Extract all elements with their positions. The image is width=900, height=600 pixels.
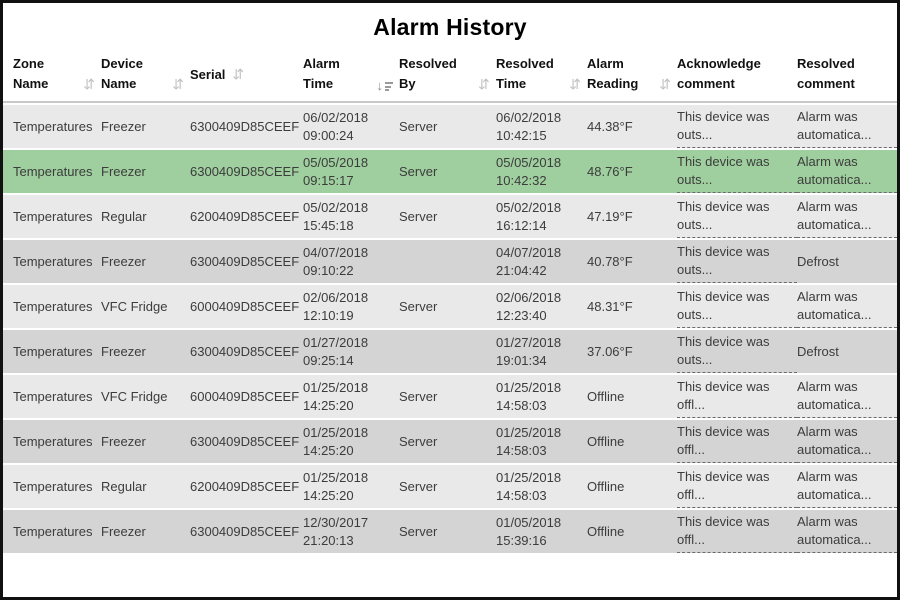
cell-acknowledge-comment[interactable]: This device was offl... bbox=[677, 510, 797, 553]
cell-resolved-time: 01/25/2018 14:58:03 bbox=[496, 424, 562, 458]
cell-resolved-comment[interactable]: Defrost bbox=[797, 253, 839, 269]
cell-acknowledge-comment[interactable]: This device was outs... bbox=[677, 105, 797, 148]
cell-serial: 6300409D85CEEF bbox=[190, 163, 300, 179]
cell-resolved-comment[interactable]: Alarm was automatica... bbox=[797, 420, 897, 463]
column-header[interactable] bbox=[190, 50, 303, 101]
column-header[interactable] bbox=[587, 50, 677, 101]
table-row[interactable] bbox=[3, 508, 897, 553]
cell-device-name: Freezer bbox=[101, 433, 146, 449]
column-header-label: Alarm Time bbox=[303, 56, 340, 92]
cell-zone-name: Temperatures bbox=[13, 523, 93, 539]
cell-zone-name: Temperatures bbox=[13, 118, 93, 134]
cell-alarm-time: 01/25/2018 14:25:20 bbox=[303, 379, 369, 413]
cell-resolved-comment[interactable]: Alarm was automatica... bbox=[797, 105, 897, 148]
table-row[interactable] bbox=[3, 373, 897, 418]
table-body bbox=[3, 103, 897, 553]
cell-resolved-by: Server bbox=[399, 478, 438, 494]
cell-alarm-reading: Offline bbox=[587, 388, 625, 404]
cell-device-name: Freezer bbox=[101, 523, 146, 539]
sort-unsorted-icon[interactable]: ⇵ bbox=[83, 76, 95, 93]
cell-alarm-reading: 37.06°F bbox=[587, 343, 633, 359]
cell-alarm-reading: 47.19°F bbox=[587, 208, 633, 224]
alarm-history-table bbox=[3, 50, 897, 553]
cell-zone-name: Temperatures bbox=[13, 298, 93, 314]
cell-resolved-by: Server bbox=[399, 118, 438, 134]
cell-resolved-by: Server bbox=[399, 298, 438, 314]
cell-alarm-time: 05/05/2018 09:15:17 bbox=[303, 154, 369, 188]
cell-device-name: Freezer bbox=[101, 118, 146, 134]
column-header-label: Resolved Time bbox=[496, 56, 554, 92]
sort-unsorted-icon[interactable]: ⇵ bbox=[172, 76, 184, 93]
cell-zone-name: Temperatures bbox=[13, 433, 93, 449]
cell-resolved-time: 01/27/2018 19:01:34 bbox=[496, 334, 562, 368]
cell-serial: 6300409D85CEEF bbox=[190, 118, 300, 134]
cell-alarm-reading: Offline bbox=[587, 478, 625, 494]
sort-unsorted-icon[interactable]: ⇵ bbox=[478, 76, 490, 93]
cell-resolved-comment[interactable]: Defrost bbox=[797, 343, 839, 359]
cell-acknowledge-comment[interactable]: This device was outs... bbox=[677, 330, 797, 373]
cell-serial: 6200409D85CEEF bbox=[190, 208, 300, 224]
column-header[interactable] bbox=[303, 50, 399, 101]
table-row[interactable] bbox=[3, 148, 897, 193]
column-header[interactable] bbox=[13, 50, 101, 101]
column-header[interactable] bbox=[496, 50, 587, 101]
cell-serial: 6300409D85CEEF bbox=[190, 343, 300, 359]
page-title: Alarm History bbox=[373, 14, 527, 40]
cell-resolved-comment[interactable]: Alarm was automatica... bbox=[797, 150, 897, 193]
cell-serial: 6300409D85CEEF bbox=[190, 523, 300, 539]
cell-resolved-by: Server bbox=[399, 523, 438, 539]
sort-unsorted-icon[interactable]: ⇵ bbox=[232, 65, 245, 82]
cell-resolved-by: Server bbox=[399, 388, 438, 404]
cell-alarm-reading: 40.78°F bbox=[587, 253, 633, 269]
cell-acknowledge-comment[interactable]: This device was outs... bbox=[677, 285, 797, 328]
table-row[interactable] bbox=[3, 103, 897, 148]
cell-resolved-by bbox=[399, 240, 496, 283]
cell-alarm-time: 12/30/2017 21:20:13 bbox=[303, 514, 369, 548]
cell-alarm-time: 01/25/2018 14:25:20 bbox=[303, 424, 369, 458]
cell-device-name: Freezer bbox=[101, 253, 146, 269]
column-header bbox=[677, 50, 797, 101]
table-row[interactable] bbox=[3, 463, 897, 508]
cell-resolved-time: 06/02/2018 10:42:15 bbox=[496, 109, 562, 143]
cell-resolved-comment[interactable]: Alarm was automatica... bbox=[797, 465, 897, 508]
cell-device-name: Regular bbox=[101, 208, 147, 224]
cell-resolved-comment[interactable]: Alarm was automatica... bbox=[797, 375, 897, 418]
table-row[interactable] bbox=[3, 238, 897, 283]
cell-serial: 6200409D85CEEF bbox=[190, 478, 300, 494]
cell-alarm-time: 04/07/2018 09:10:22 bbox=[303, 244, 369, 278]
cell-serial: 6300409D85CEEF bbox=[190, 253, 300, 269]
cell-alarm-time: 05/02/2018 15:45:18 bbox=[303, 199, 369, 233]
column-header bbox=[797, 50, 897, 101]
table-row[interactable] bbox=[3, 283, 897, 328]
cell-resolved-time: 05/02/2018 16:12:14 bbox=[496, 199, 562, 233]
cell-alarm-time: 01/27/2018 09:25:14 bbox=[303, 334, 369, 368]
cell-zone-name: Temperatures bbox=[13, 253, 93, 269]
cell-acknowledge-comment[interactable]: This device was outs... bbox=[677, 240, 797, 283]
column-header-label: Serial bbox=[190, 67, 226, 83]
cell-serial: 6000409D85CEEF bbox=[190, 388, 300, 404]
sort-descending-icon[interactable]: ↓ bbox=[377, 79, 394, 92]
cell-device-name: Regular bbox=[101, 478, 147, 494]
cell-alarm-reading: 48.76°F bbox=[587, 163, 633, 179]
cell-alarm-time: 02/06/2018 12:10:19 bbox=[303, 289, 369, 323]
cell-resolved-time: 02/06/2018 12:23:40 bbox=[496, 289, 562, 323]
cell-device-name: Freezer bbox=[101, 343, 146, 359]
cell-resolved-time: 04/07/2018 21:04:42 bbox=[496, 244, 562, 278]
cell-resolved-time: 01/05/2018 15:39:16 bbox=[496, 514, 562, 548]
cell-resolved-comment[interactable]: Alarm was automatica... bbox=[797, 510, 897, 553]
cell-zone-name: Temperatures bbox=[13, 388, 93, 404]
sort-unsorted-icon[interactable]: ⇵ bbox=[569, 76, 581, 93]
cell-serial: 6300409D85CEEF bbox=[190, 433, 300, 449]
column-header[interactable] bbox=[399, 50, 496, 101]
cell-alarm-reading: Offline bbox=[587, 433, 625, 449]
cell-serial: 6000409D85CEEF bbox=[190, 298, 300, 314]
cell-zone-name: Temperatures bbox=[13, 478, 93, 494]
cell-alarm-time: 06/02/2018 09:00:24 bbox=[303, 109, 369, 143]
cell-resolved-time: 05/05/2018 10:42:32 bbox=[496, 154, 562, 188]
column-header[interactable] bbox=[101, 50, 190, 101]
cell-zone-name: Temperatures bbox=[13, 208, 93, 224]
cell-resolved-time: 01/25/2018 14:58:03 bbox=[496, 469, 562, 503]
cell-alarm-time: 01/25/2018 14:25:20 bbox=[303, 469, 369, 503]
column-header-label: Resolved comment bbox=[797, 56, 855, 92]
cell-alarm-reading: 48.31°F bbox=[587, 298, 633, 314]
table-row[interactable] bbox=[3, 193, 897, 238]
cell-resolved-time: 01/25/2018 14:58:03 bbox=[496, 379, 562, 413]
cell-acknowledge-comment[interactable]: This device was offl... bbox=[677, 465, 797, 508]
cell-acknowledge-comment[interactable]: This device was outs... bbox=[677, 150, 797, 193]
cell-device-name: VFC Fridge bbox=[101, 388, 168, 404]
cell-alarm-reading: Offline bbox=[587, 523, 625, 539]
sort-unsorted-icon[interactable]: ⇵ bbox=[659, 76, 671, 93]
cell-resolved-by: Server bbox=[399, 208, 438, 224]
cell-device-name: Freezer bbox=[101, 163, 146, 179]
cell-alarm-reading: 44.38°F bbox=[587, 118, 633, 134]
cell-resolved-comment[interactable]: Alarm was automatica... bbox=[797, 195, 897, 238]
cell-resolved-by: Server bbox=[399, 163, 438, 179]
column-header-label: Device Name bbox=[101, 56, 143, 92]
table-row[interactable] bbox=[3, 418, 897, 463]
column-header-label: Alarm Reading bbox=[587, 56, 639, 92]
column-header-label: Acknowledge comment bbox=[677, 56, 761, 92]
cell-acknowledge-comment[interactable]: This device was offl... bbox=[677, 420, 797, 463]
cell-zone-name: Temperatures bbox=[13, 343, 93, 359]
cell-acknowledge-comment[interactable]: This device was outs... bbox=[677, 195, 797, 238]
cell-acknowledge-comment[interactable]: This device was offl... bbox=[677, 375, 797, 418]
column-header-label: Resolved By bbox=[399, 56, 457, 92]
cell-resolved-by bbox=[399, 330, 496, 373]
cell-zone-name: Temperatures bbox=[13, 163, 93, 179]
cell-device-name: VFC Fridge bbox=[101, 298, 168, 314]
column-header-label: Zone Name bbox=[13, 56, 49, 92]
table-row[interactable] bbox=[3, 328, 897, 373]
cell-resolved-comment[interactable]: Alarm was automatica... bbox=[797, 285, 897, 328]
table-header-row bbox=[3, 50, 897, 103]
cell-resolved-by: Server bbox=[399, 433, 438, 449]
